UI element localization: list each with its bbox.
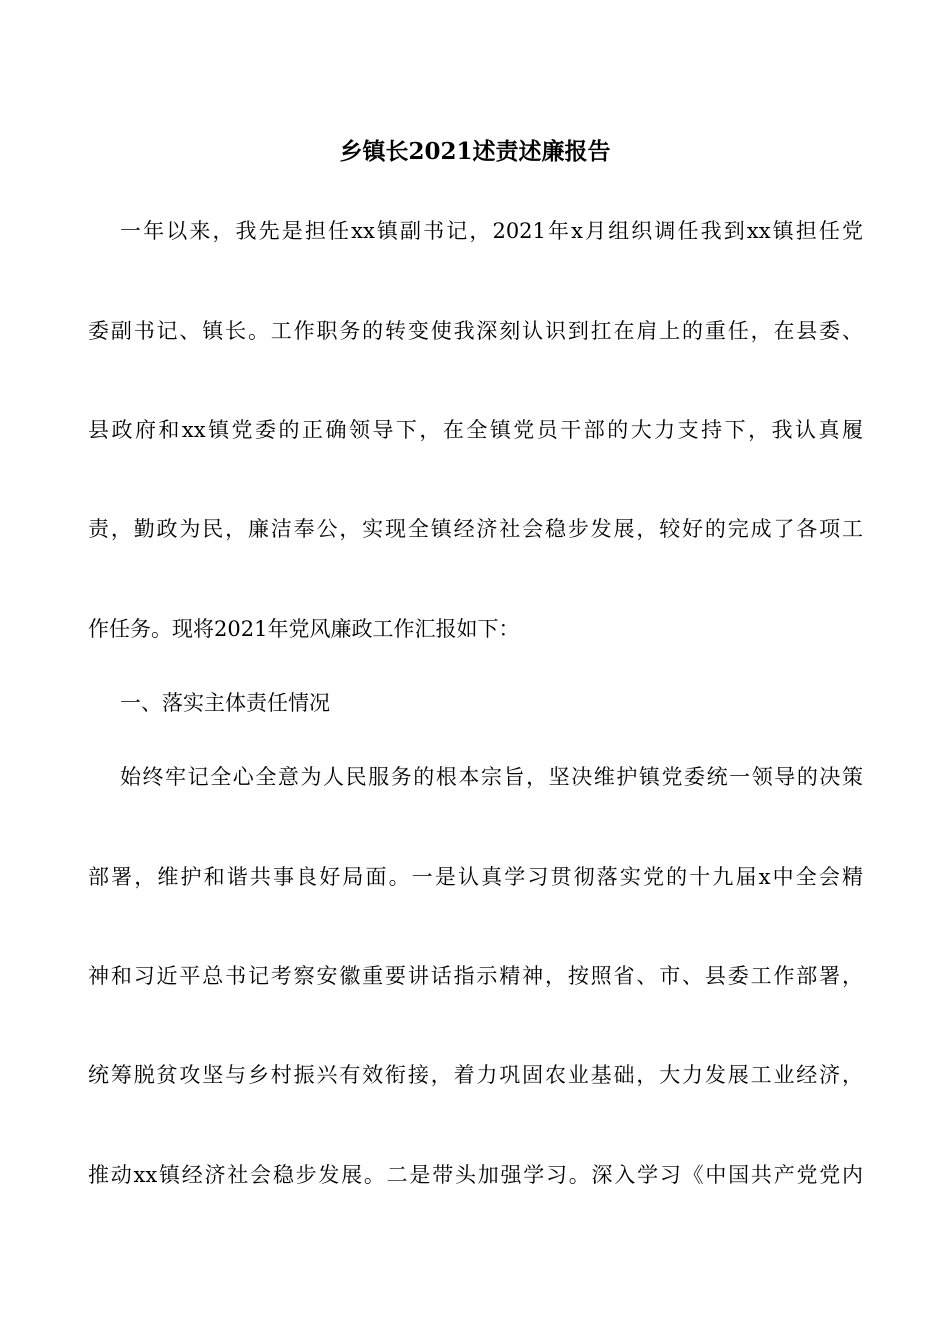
paragraph-line: 作任务。现将2021年党风廉政工作汇报如下：	[88, 617, 520, 641]
paragraph-line: 委副书记、镇长。工作职务的转变使我深刻认识到扛在肩上的重任，在县委、	[88, 319, 863, 343]
paragraph-line: 一年以来，我先是担任xx镇副书记，2021年x月组织调任我到xx镇担任党	[120, 219, 863, 243]
paragraph-line: 县政府和xx镇党委的正确领导下，在全镇党员干部的大力支持下，我认真履	[88, 418, 863, 442]
paragraph-line: 神和习近平总书记考察安徽重要讲话指示精神，按照省、市、县委工作部署，	[88, 964, 863, 988]
paragraph-line: 始终牢记全心全意为人民服务的根本宗旨，坚决维护镇党委统一领导的决策	[120, 765, 863, 789]
document-title: 乡镇长2021述责述廉报告	[339, 138, 611, 165]
paragraph-line: 部署，维护和谐共事良好局面。一是认真学习贯彻落实党的十九届x中全会精	[88, 865, 863, 889]
section-heading: 一、落实主体责任情况	[120, 691, 330, 715]
paragraph-line: 统筹脱贫攻坚与乡村振兴有效衔接，着力巩固农业基础，大力发展工业经济，	[88, 1063, 863, 1087]
paragraph-line: 责，勤政为民，廉洁奉公，实现全镇经济社会稳步发展，较好的完成了各项工	[88, 517, 863, 541]
paragraph-line: 推动xx镇经济社会稳步发展。二是带头加强学习。深入学习《中国共产党党内	[88, 1163, 863, 1187]
